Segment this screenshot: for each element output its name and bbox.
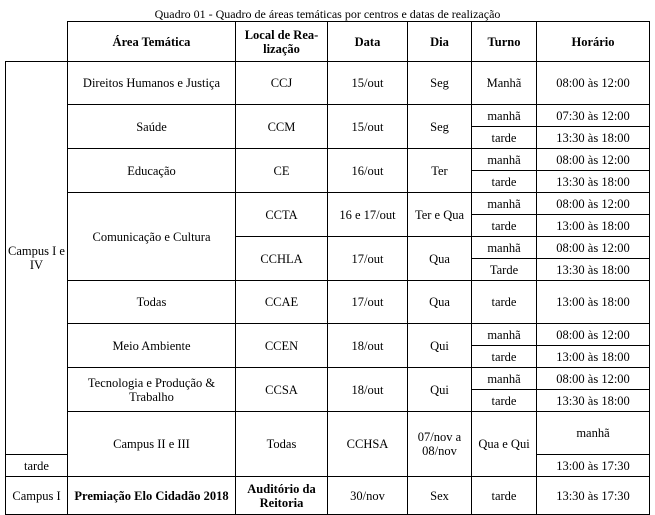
horario-cell: 08:00 às 12:00 xyxy=(537,237,650,259)
horario-cell: 13:30 às 18:00 xyxy=(537,127,650,149)
header-data: Data xyxy=(328,22,408,62)
data-cell: 15/out xyxy=(328,62,408,105)
table-row xyxy=(6,105,650,127)
data-cell: 16/out xyxy=(328,149,408,193)
table-row xyxy=(6,477,650,515)
dia-cell: Qua xyxy=(408,281,472,324)
turno-cell: manhã xyxy=(472,193,537,215)
turno-cell: Manhã xyxy=(472,62,537,105)
turno-cell: tarde xyxy=(6,455,68,477)
local-cell: Auditório da Reitoria xyxy=(236,477,328,515)
horario-cell: 13:30 às 18:00 xyxy=(537,171,650,193)
data-cell: 07/nov a 08/nov xyxy=(408,412,472,477)
area-cell: Todas xyxy=(236,412,328,477)
dia-cell: Qui xyxy=(408,324,472,368)
table-row xyxy=(6,193,650,215)
table-row xyxy=(6,368,650,390)
table-row xyxy=(6,149,650,171)
area-cell: Educação xyxy=(68,149,236,193)
local-cell: CCSA xyxy=(236,368,328,412)
area-cell: Saúde xyxy=(68,105,236,149)
local-cell: CE xyxy=(236,149,328,193)
turno-cell: manhã xyxy=(537,412,650,455)
horario-cell: 13:30 às 17:30 xyxy=(537,477,650,515)
horario-cell: 13:00 às 18:00 xyxy=(537,215,650,237)
dia-cell: Seg xyxy=(408,105,472,149)
header-dia: Dia xyxy=(408,22,472,62)
horario-cell: 13:00 às 18:00 xyxy=(537,281,650,324)
turno-cell: manhã xyxy=(472,105,537,127)
campus-cell: Campus I xyxy=(6,477,68,515)
dia-cell: Seg xyxy=(408,62,472,105)
horario-cell: 08:00 às 12:00 xyxy=(537,62,650,105)
area-cell: Comunicação e Cultura xyxy=(68,193,236,281)
dia-cell: Qua e Qui xyxy=(472,412,537,477)
turno-cell: tarde xyxy=(472,281,537,324)
table-row xyxy=(6,324,650,346)
area-cell: Premiação Elo Cidadão 2018 xyxy=(68,477,236,515)
header-local: Local de Rea-lização xyxy=(236,22,328,62)
header-area: Área Temática xyxy=(68,22,236,62)
local-cell: CCHSA xyxy=(328,412,408,477)
data-cell: 17/out xyxy=(328,237,408,281)
table-row xyxy=(6,281,650,324)
table-row xyxy=(6,412,650,455)
turno-cell: manhã xyxy=(472,149,537,171)
turno-cell: manhã xyxy=(472,324,537,346)
turno-cell: tarde xyxy=(472,390,537,412)
data-cell: 15/out xyxy=(328,105,408,149)
data-cell: 30/nov xyxy=(328,477,408,515)
header-horario: Horário xyxy=(537,22,650,62)
campus-cell: Campus II e III xyxy=(68,412,236,477)
header-turno: Turno xyxy=(472,22,537,62)
area-cell: Meio Ambiente xyxy=(68,324,236,368)
horario-cell: 13:00 às 17:30 xyxy=(537,455,650,477)
turno-cell: Tarde xyxy=(472,259,537,281)
horario-cell: 13:30 às 18:00 xyxy=(537,259,650,281)
area-cell: Direitos Humanos e Justiça xyxy=(68,62,236,105)
horario-cell: 07:30 às 12:00 xyxy=(537,105,650,127)
dia-cell: Ter e Qua xyxy=(408,193,472,237)
campus-cell: Campus I e IV xyxy=(6,62,68,455)
table-row xyxy=(6,62,650,105)
data-cell: 18/out xyxy=(328,324,408,368)
local-cell: CCJ xyxy=(236,62,328,105)
horario-cell: 13:00 às 18:00 xyxy=(537,346,650,368)
data-cell: 17/out xyxy=(328,281,408,324)
turno-cell: tarde xyxy=(472,171,537,193)
header-row xyxy=(6,22,650,62)
dia-cell: Sex xyxy=(408,477,472,515)
dia-cell: Qui xyxy=(408,368,472,412)
data-cell: 16 e 17/out xyxy=(328,193,408,237)
turno-cell: manhã xyxy=(472,368,537,390)
header-blank xyxy=(6,22,68,62)
dia-cell: Ter xyxy=(408,149,472,193)
turno-cell: tarde xyxy=(472,215,537,237)
horario-cell: 08:00 às 12:00 xyxy=(537,193,650,215)
local-cell: CCAE xyxy=(236,281,328,324)
local-cell: CCHLA xyxy=(236,237,328,281)
turno-cell: manhã xyxy=(472,237,537,259)
data-cell: 18/out xyxy=(328,368,408,412)
area-cell: Tecnologia e Produção & Trabalho xyxy=(68,368,236,412)
local-cell: CCEN xyxy=(236,324,328,368)
table-caption: Quadro 01 - Quadro de áreas temáticas por centros e datas de realização xyxy=(154,7,501,21)
horario-cell: 13:30 às 18:00 xyxy=(537,390,650,412)
schedule-table xyxy=(5,21,650,515)
local-cell: CCTA xyxy=(236,193,328,237)
horario-cell: 08:00 às 12:00 xyxy=(537,149,650,171)
turno-cell: tarde xyxy=(472,477,537,515)
turno-cell: tarde xyxy=(472,127,537,149)
horario-cell: 08:00 às 12:00 xyxy=(537,324,650,346)
area-cell: Todas xyxy=(68,281,236,324)
horario-cell: 08:00 às 12:00 xyxy=(537,368,650,390)
dia-cell: Qua xyxy=(408,237,472,281)
local-cell: CCM xyxy=(236,105,328,149)
turno-cell: tarde xyxy=(472,346,537,368)
